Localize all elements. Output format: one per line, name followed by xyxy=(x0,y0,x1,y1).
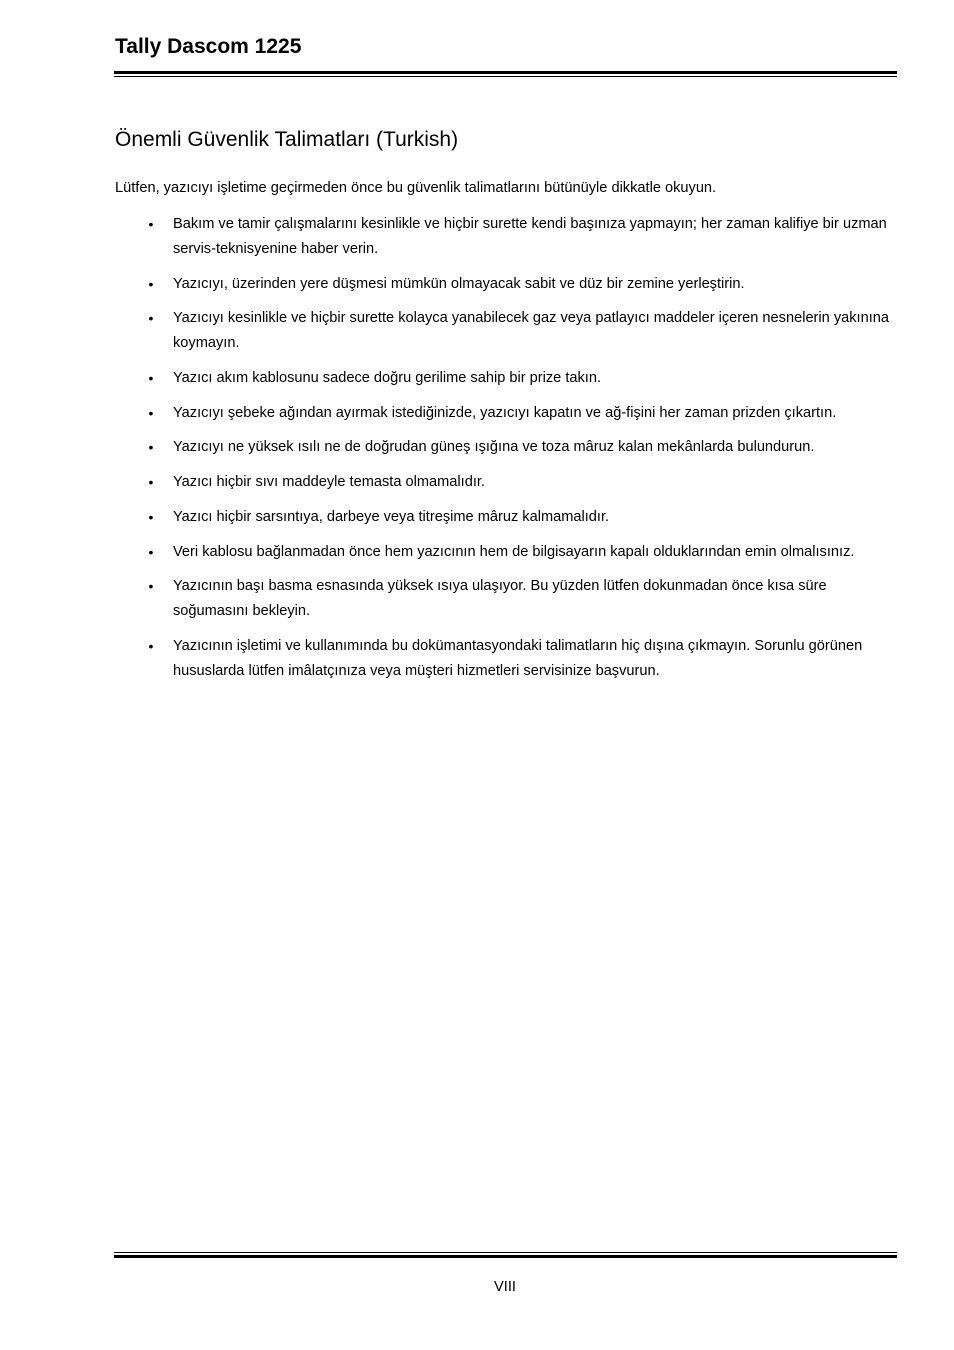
list-item-text: Yazıcıyı şebeke ağından ayırmak istediğinizde, yazıcıyı kapatın ve ağ-fişini her zaman prizden çıkartın. xyxy=(173,404,837,421)
bullet-icon: • xyxy=(148,404,154,421)
bullet-icon: • xyxy=(148,216,154,232)
list-item xyxy=(115,306,900,356)
list-item xyxy=(115,212,900,262)
list-item-text: Yazıcıyı kesinlikle ve hiçbir surette kolayca yanabilecek gaz veya patlayıcı maddeler içeren nesnelerin yakınına koymayın. xyxy=(173,310,889,352)
list-item xyxy=(115,634,900,684)
list-item-text: Yazıcı akım kablosunu sadece doğru gerilime sahip bir prize takın. xyxy=(173,370,602,387)
bullet-icon: • xyxy=(148,578,154,595)
page-number: VIII xyxy=(494,1279,516,1295)
bullet-icon: • xyxy=(148,474,154,491)
bullet-icon: • xyxy=(148,439,154,456)
bullet-icon: • xyxy=(148,310,154,327)
list-item xyxy=(115,540,900,565)
footer-rule-thin xyxy=(114,1252,897,1253)
list-item-text: Yazıcının işletimi ve kullanımında bu dokümantasyondaki talimatların hiç dışına çıkmayın. Sorunlu görünen hususlarda lütfen imâlatçınıza veya müşteri hizmetleri servisinize başvurun. xyxy=(173,637,863,679)
safety-instructions-list xyxy=(115,212,900,694)
list-item-text: Yazıcı hiçbir sıvı maddeyle temasta olmamalıdır. xyxy=(173,474,485,491)
footer-rule-thick xyxy=(114,1255,897,1258)
list-item xyxy=(115,435,900,460)
list-item xyxy=(115,401,900,426)
intro-paragraph: Lütfen, yazıcıyı işletime geçirmeden önce bu güvenlik talimatlarını bütünüyle dikkatle okuyun. xyxy=(115,180,717,196)
list-item-text: Yazıcının başı basma esnasında yüksek ısıya ulaşıyor. Bu yüzden lütfen dokunmadan önce kısa süre soğumasını bekleyin. xyxy=(173,578,827,620)
list-item xyxy=(115,470,900,495)
section-heading: Önemli Güvenlik Talimatları (Turkish) xyxy=(115,128,459,151)
bullet-icon: • xyxy=(148,637,154,654)
list-item xyxy=(115,574,900,624)
list-item xyxy=(115,366,900,391)
bullet-icon: • xyxy=(148,543,154,560)
bullet-icon: • xyxy=(148,508,154,525)
document-title: Tally Dascom 1225 xyxy=(115,35,302,58)
list-item-text: Yazıcı hiçbir sarsıntıya, darbeye veya titreşime mâruz kalmamalıdır. xyxy=(173,508,610,525)
list-item xyxy=(115,505,900,530)
bullet-icon: • xyxy=(148,370,154,387)
list-item-text: Yazıcıyı ne yüksek ısılı ne de doğrudan güneş ışığına ve toza mâruz kalan mekânlarda bulundurun. xyxy=(173,439,815,456)
list-item xyxy=(115,272,900,297)
list-item-text: Veri kablosu bağlanmadan önce hem yazıcının hem de bilgisayarın kapalı olduklarından emin olmalısınız. xyxy=(173,543,855,560)
header-rule-thick xyxy=(114,71,897,74)
bullet-icon: • xyxy=(148,275,154,292)
list-item-text: Bakım ve tamir çalışmalarını kesinlikle ve hiçbir surette kendi başınıza yapmayın; her zaman kalifiye bir uzman servis-teknisyenine haber verin. xyxy=(173,216,887,257)
header-rule-thin xyxy=(114,76,897,77)
list-item-text: Yazıcıyı, üzerinden yere düşmesi mümkün olmayacak sabit ve düz bir zemine yerleştirin. xyxy=(173,275,745,292)
